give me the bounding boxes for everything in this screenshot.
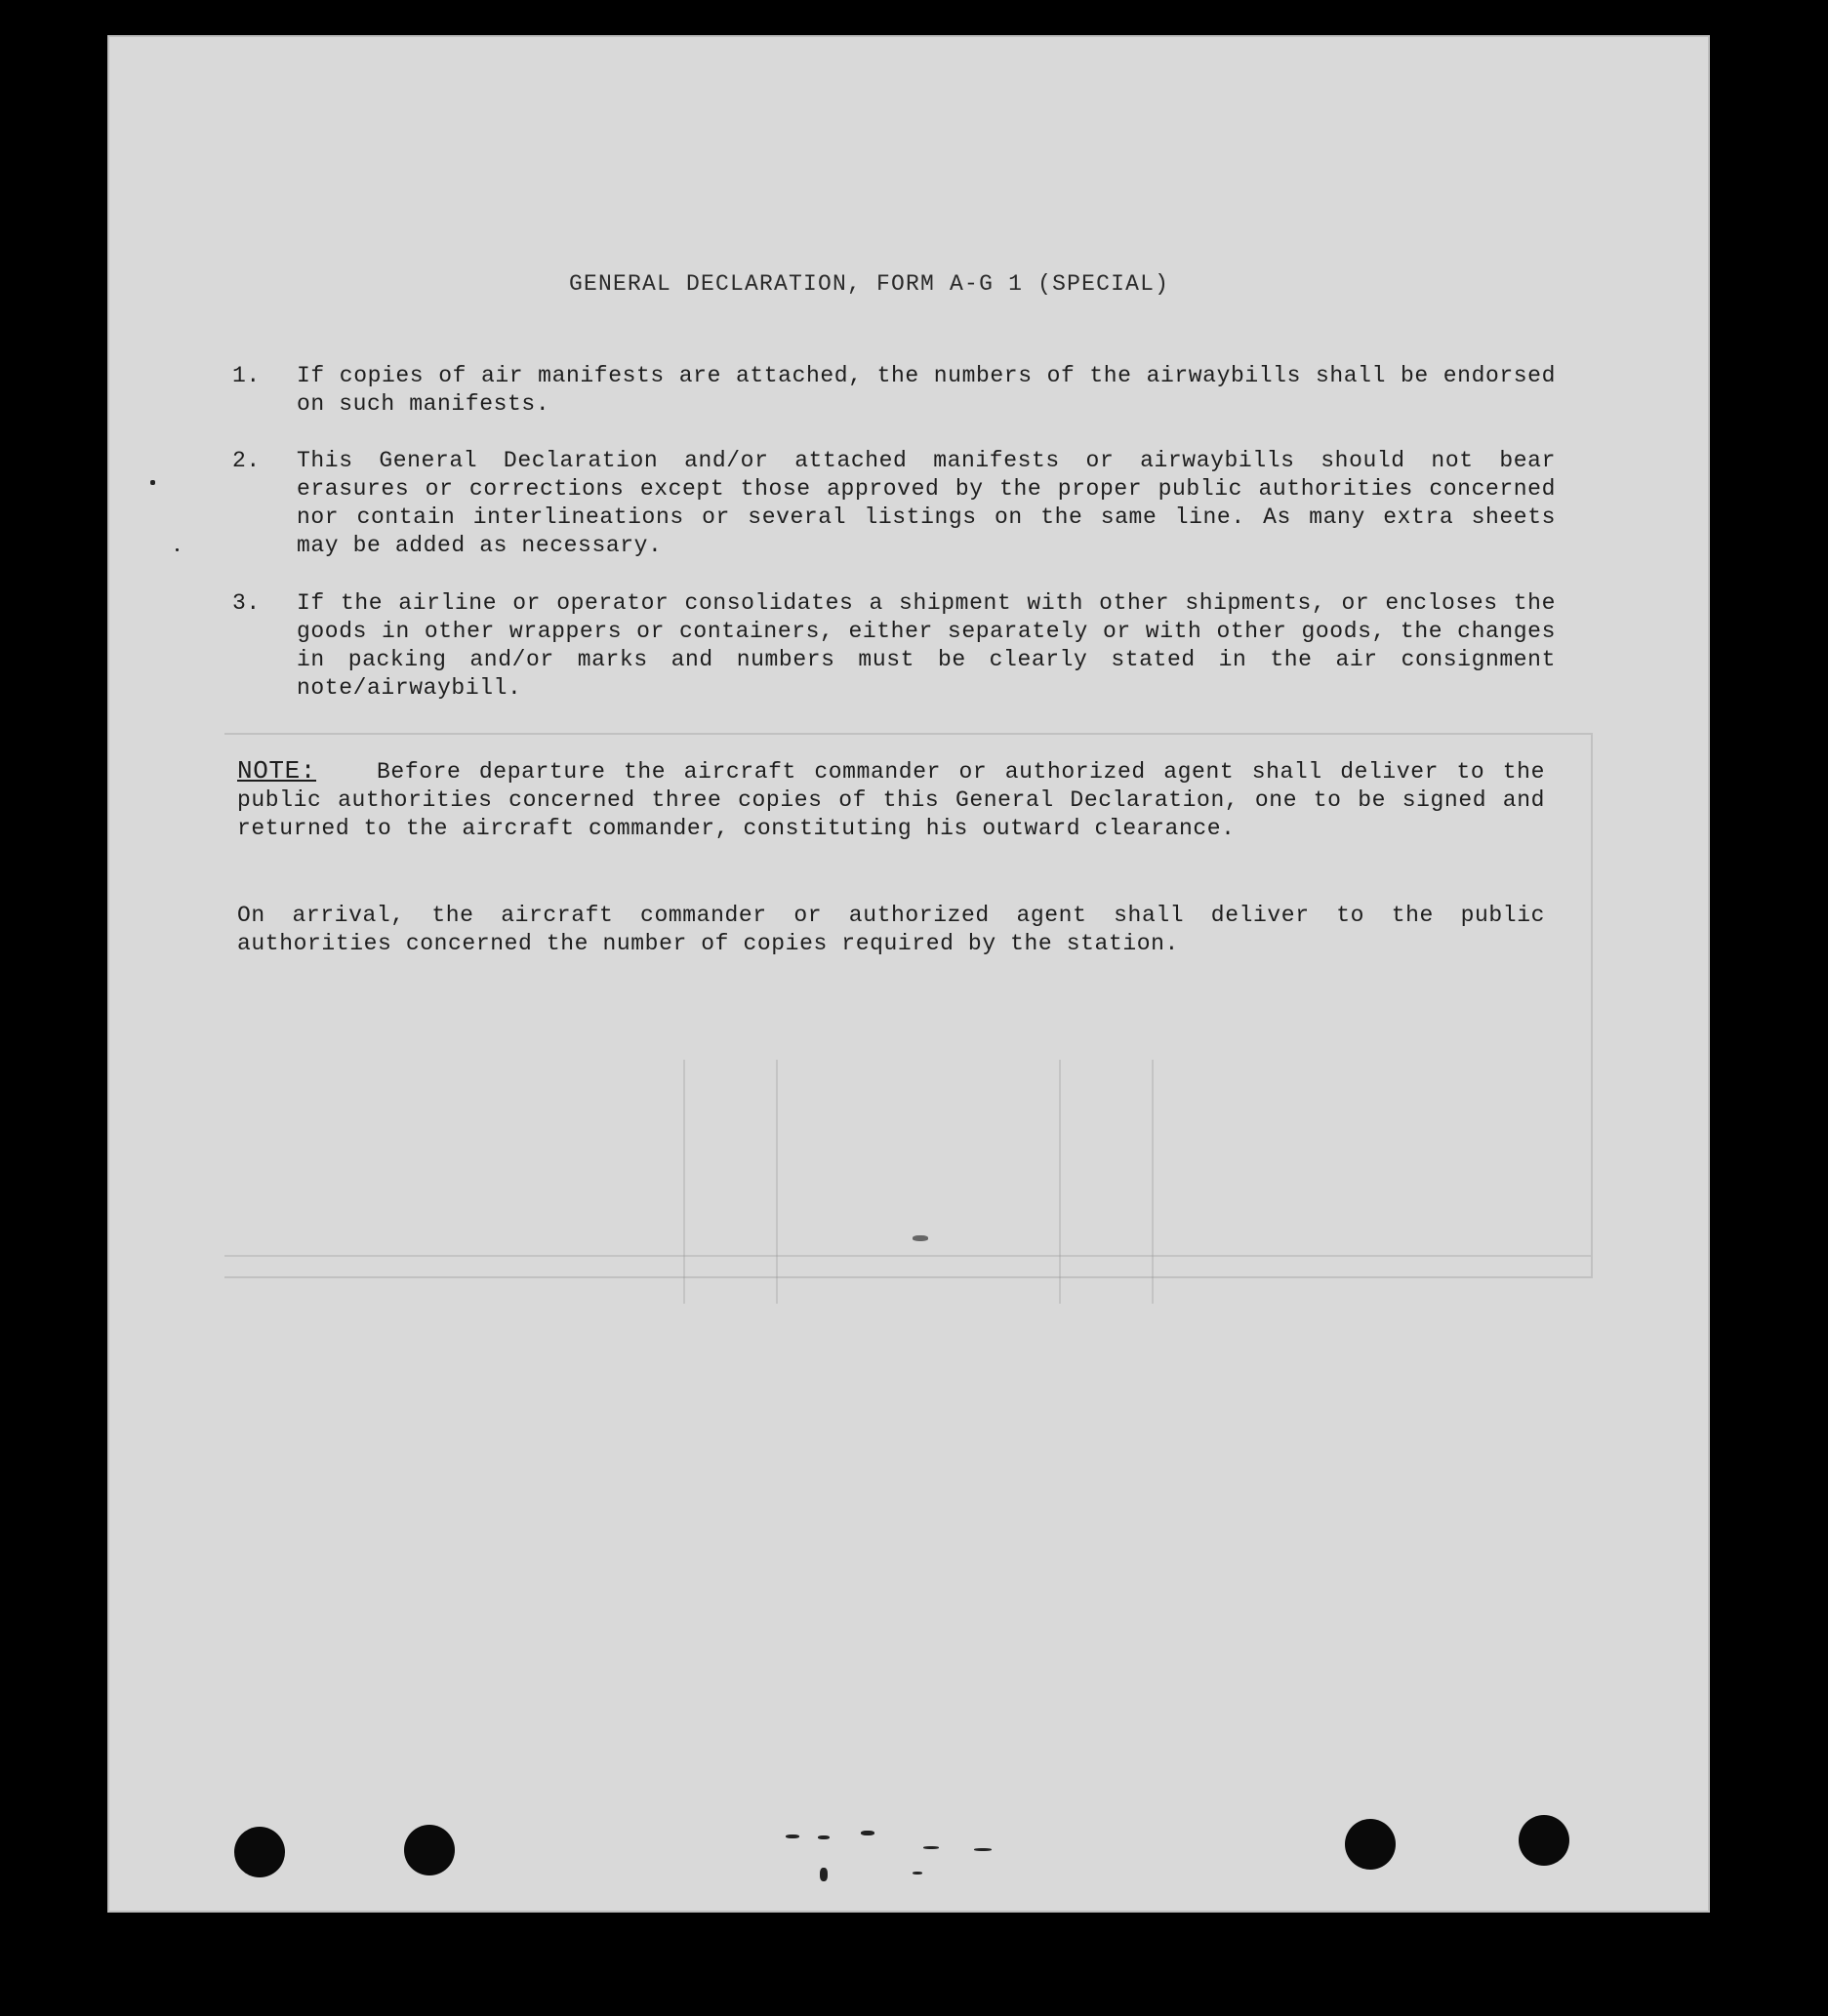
arrival-paragraph: [237, 902, 1545, 958]
scan-speck: [786, 1835, 799, 1838]
document-title: GENERAL DECLARATION, FORM A-G 1 (SPECIAL): [569, 271, 1170, 297]
list-item: [232, 447, 1556, 560]
show-through-line: [1152, 1060, 1154, 1304]
note-text: Before departure the aircraft commander or authorized agent shall deliver to the public authorities concerned three copies of this General Declaration, one to be signed and returned to the aircraft commander, constituting his outward clearance.: [237, 759, 1545, 841]
document-page: [107, 35, 1710, 1913]
punch-hole: [234, 1827, 285, 1877]
scan-speck: [913, 1235, 928, 1241]
scan-speck: [818, 1835, 830, 1839]
scan-speck: [861, 1831, 874, 1835]
list-item-text: If copies of air manifests are attached, the numbers of the airwaybills shall be endorsed on such manifests.: [297, 363, 1556, 417]
punch-hole: [404, 1825, 455, 1875]
list-item-number: 1.: [232, 363, 261, 388]
scan-speck: [974, 1848, 992, 1851]
show-through-line: [776, 1060, 778, 1304]
show-through-line: [683, 1060, 685, 1304]
note-label: NOTE:: [237, 756, 317, 786]
scan-speck: [176, 548, 179, 551]
show-through-line: [1059, 1060, 1061, 1304]
list-item: [232, 589, 1556, 703]
list-item: [232, 362, 1556, 419]
punch-hole: [1345, 1819, 1396, 1870]
arrival-text: On arrival, the aircraft commander or authorized agent shall deliver to the public authorities concerned the number of copies required by the station.: [237, 903, 1545, 956]
scan-speck: [923, 1846, 939, 1849]
show-through-line: [224, 1255, 1591, 1257]
note-paragraph: [237, 757, 1545, 843]
list-item-text: If the airline or operator consolidates a shipment with other shipments, or encloses the goods in other wrappers or containers, either separately or with other goods, the changes in packing and/or marks and numbers must be clearly stated in the air consignment note/airwaybill.: [297, 590, 1556, 701]
list-item-number: 2.: [232, 448, 261, 473]
list-item-text: This General Declaration and/or attached manifests or airwaybills should not bear erasures or corrections except those approved by the proper public authorities concerned nor contain interlineations or several listings on the same line. As many extra sheets may be added as necessary.: [297, 448, 1556, 558]
scan-speck: [820, 1868, 828, 1881]
scan-speck: [913, 1872, 922, 1875]
scan-speck: [150, 480, 155, 485]
punch-hole: [1519, 1815, 1569, 1866]
list-item-number: 3.: [232, 590, 261, 616]
